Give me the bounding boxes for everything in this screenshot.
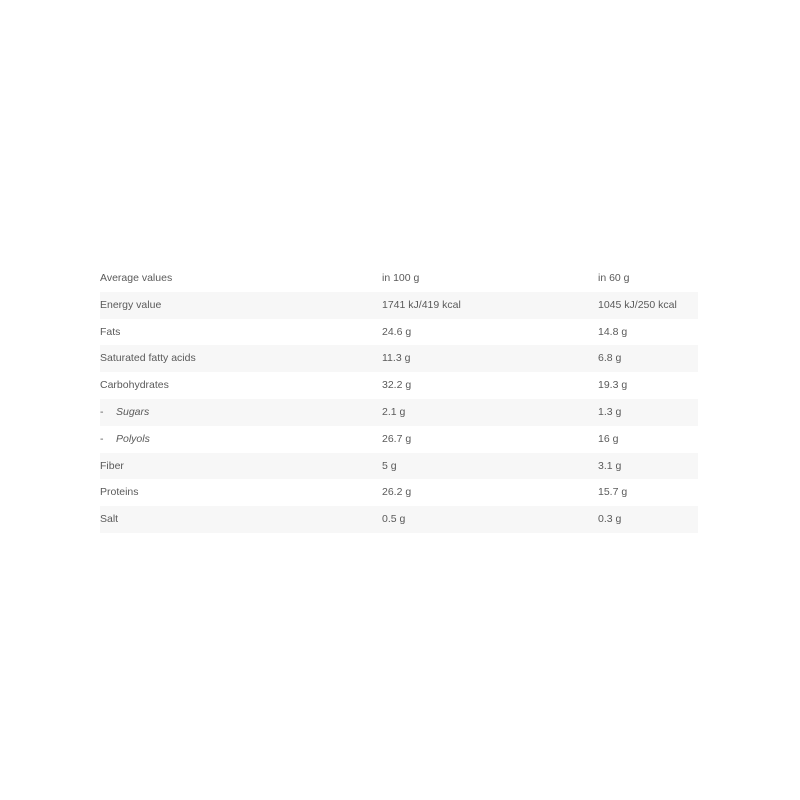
row-label: Carbohydrates (100, 372, 382, 399)
row-label: Energy value (100, 292, 382, 319)
row-value-60g: 6.8 g (598, 345, 698, 372)
row-value-60g: 15.7 g (598, 479, 698, 506)
sub-item-dash: - (100, 432, 104, 445)
row-label-text: Sugars (116, 406, 150, 419)
sub-item-dash: - (100, 406, 104, 419)
table-row (100, 479, 698, 506)
row-value-60g: 19.3 g (598, 372, 698, 399)
row-value-60g: 1.3 g (598, 399, 698, 426)
row-label: Proteins (100, 479, 382, 506)
row-label: Fats (100, 319, 382, 346)
table-row (100, 453, 698, 480)
row-value-60g: 16 g (598, 426, 698, 453)
row-value-100g: 1741 kJ/419 kcal (382, 292, 598, 319)
header-cell-per-60g: in 60 g (598, 265, 698, 292)
row-label: Saturated fatty acids (100, 345, 382, 372)
nutrition-facts-table (100, 265, 698, 533)
header-cell-label: Average values (100, 265, 382, 292)
row-value-60g: 3.1 g (598, 453, 698, 480)
row-label: Fiber (100, 453, 382, 480)
row-label-sub (100, 399, 382, 426)
table-row (100, 399, 698, 426)
header-cell-per-100g: in 100 g (382, 265, 598, 292)
row-value-100g: 2.1 g (382, 399, 598, 426)
row-value-60g: 1045 kJ/250 kcal (598, 292, 698, 319)
table-row (100, 345, 698, 372)
row-value-100g: 0.5 g (382, 506, 598, 533)
table-row (100, 319, 698, 346)
row-value-100g: 26.7 g (382, 426, 598, 453)
row-value-100g: 11.3 g (382, 345, 598, 372)
table-header-row (100, 265, 698, 292)
row-label-text: Polyols (116, 432, 150, 445)
row-value-100g: 5 g (382, 453, 598, 480)
table-row (100, 372, 698, 399)
table-row (100, 292, 698, 319)
row-value-100g: 32.2 g (382, 372, 598, 399)
row-value-100g: 24.6 g (382, 319, 598, 346)
row-label: Salt (100, 506, 382, 533)
table-row (100, 426, 698, 453)
table-row (100, 506, 698, 533)
row-value-100g: 26.2 g (382, 479, 598, 506)
row-label-sub (100, 426, 382, 453)
row-value-60g: 0.3 g (598, 506, 698, 533)
row-value-60g: 14.8 g (598, 319, 698, 346)
table-body (100, 265, 698, 533)
